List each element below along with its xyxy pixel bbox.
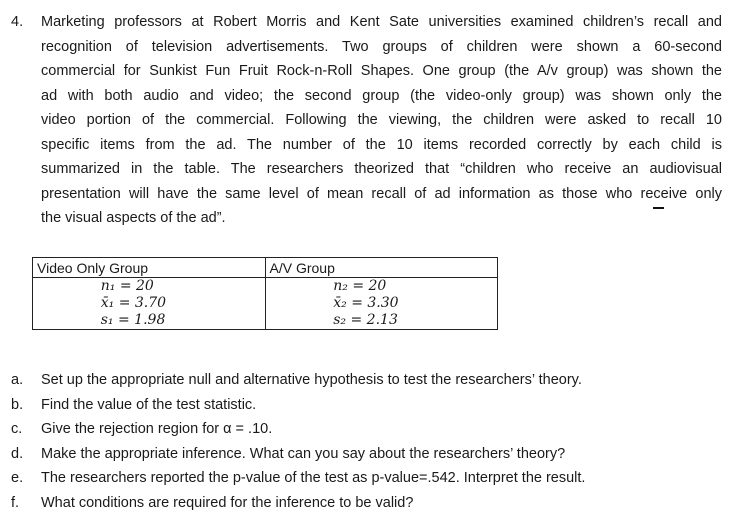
question-line: Marketing professors at Robert Morris and Kent Sate universities examined children’s recall and — [41, 14, 722, 30]
stray-overbar-mark — [653, 207, 664, 209]
part-text: Set up the appropriate null and alternative hypothesis to test the researchers’ theory. — [41, 372, 582, 388]
cell-value: n₁ = 20 — [100, 278, 154, 294]
part-text: Give the rejection region for α = .10. — [41, 421, 273, 437]
part-letter: a. — [11, 372, 24, 388]
question-line: presentation will have the same level of mean recall of ad information as those who receive only — [41, 185, 722, 202]
cell-value: n₂ = 20 — [333, 278, 387, 294]
column-header-video-only: Video Only Group — [33, 258, 266, 278]
part-letter: e. — [11, 470, 24, 486]
sub-question-d — [0, 442, 738, 467]
cell-n1 — [33, 278, 266, 296]
question-number: 4. — [11, 14, 24, 30]
question-text — [41, 10, 722, 231]
table-row — [33, 278, 498, 296]
cell-value: x̄₂ = 3.30 — [333, 295, 399, 311]
sub-question-a — [0, 368, 738, 393]
part-letter: d. — [11, 445, 24, 462]
part-letter: b. — [11, 396, 24, 413]
question-line: commercial for Sunkist Fun Fruit Rock-n-Roll Shapes. One group (the A/v group) was shown the — [41, 63, 722, 79]
question-line: video portion of the commercial. Following the viewing, the children were asked to recall 10 — [41, 112, 722, 128]
question-line: specific items from the ad. The number of the 10 items recorded correctly by each child is — [41, 136, 722, 153]
part-letter: c. — [11, 421, 23, 437]
table-header-row — [33, 258, 498, 278]
part-letter: f. — [11, 494, 20, 511]
question-line: the visual aspects of the ad”. — [41, 210, 226, 226]
sub-question-c — [0, 417, 738, 442]
part-text: What conditions are required for the inference to be valid? — [41, 494, 414, 511]
table-row — [33, 295, 498, 312]
part-text: Find the value of the test statistic. — [41, 396, 257, 413]
summary-table — [32, 257, 498, 330]
sub-question-e — [0, 466, 738, 491]
part-text: The researchers reported the p-value of the test as p-value=.542. Interpret the result. — [41, 470, 586, 486]
sub-question-f — [0, 491, 738, 516]
cell-value: s₁ = 1.98 — [100, 312, 166, 328]
question-line: recognition of television advertisements. Two groups of children were shown a 60-second — [41, 38, 722, 55]
cell-value: s₂ = 2.13 — [333, 312, 398, 328]
question-line: ad with both audio and video; the second group (the video-only group) was shown only the — [41, 87, 722, 104]
part-text: Make the appropriate inference. What can you say about the researchers’ theory? — [41, 445, 566, 462]
question-line: summarized in the table. The researchers theorized that “children who receive an audiovisual — [41, 161, 722, 177]
cell-s1 — [33, 312, 266, 330]
table-row — [33, 312, 498, 330]
cell-value: x̄₁ = 3.70 — [100, 295, 167, 311]
sub-question-b — [0, 393, 738, 418]
sub-questions — [0, 368, 738, 515]
cell-n2 — [265, 278, 498, 296]
column-header-av: A/V Group — [265, 258, 498, 278]
cell-xbar2 — [265, 295, 498, 312]
cell-s2 — [265, 312, 498, 330]
cell-xbar1 — [33, 295, 266, 312]
